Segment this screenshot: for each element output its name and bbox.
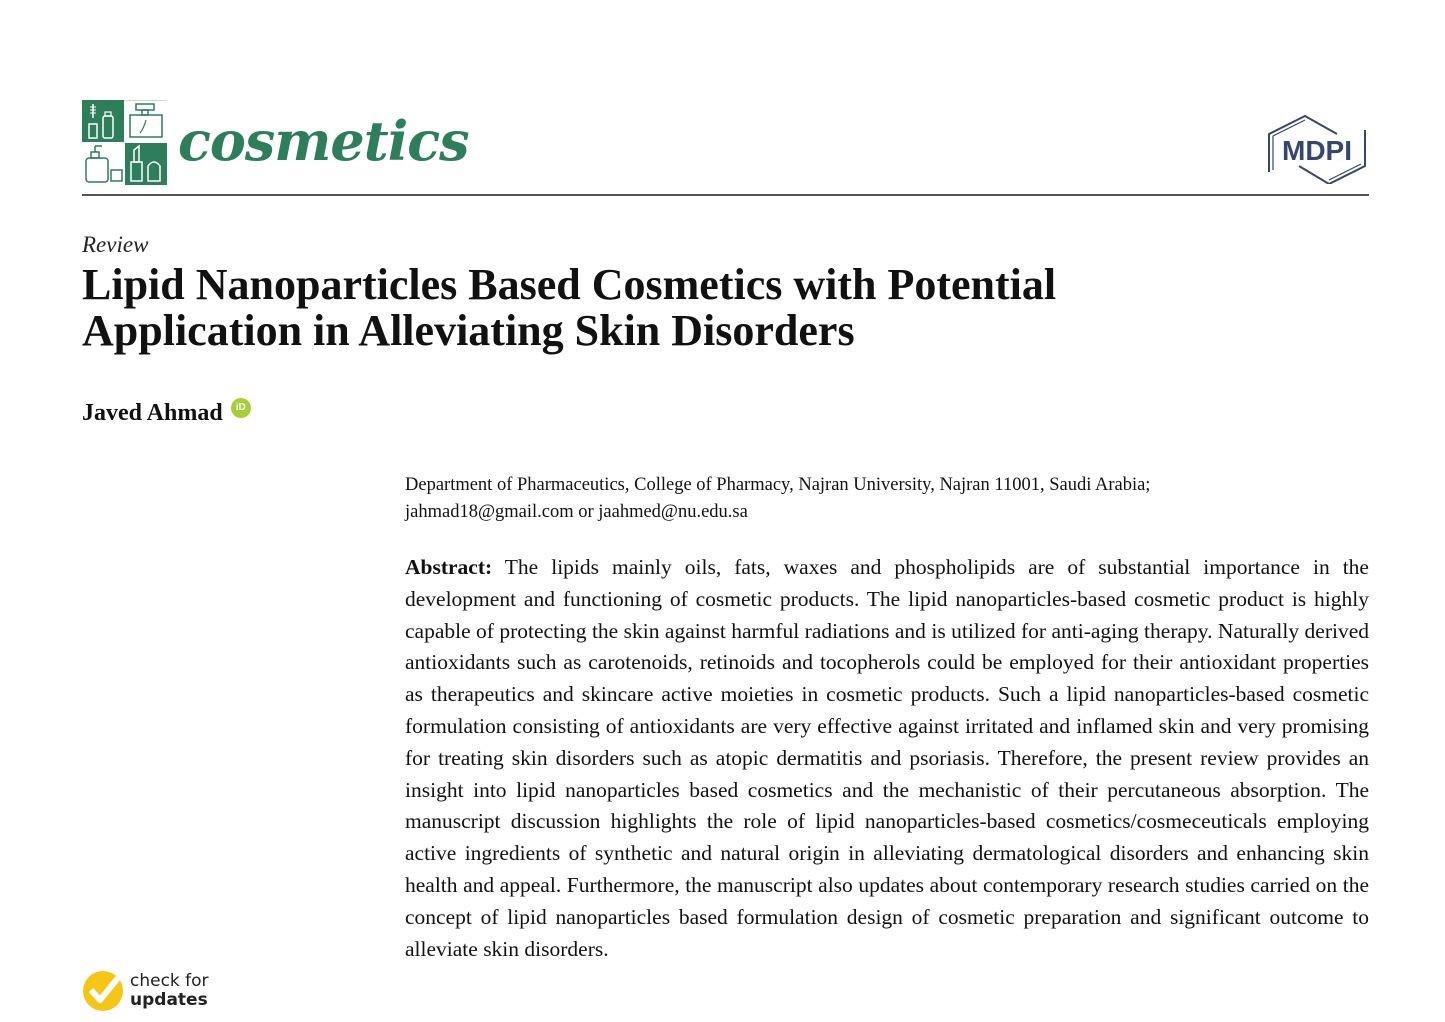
affiliation-address: Department of Pharmaceutics, College of Pharmacy, Najran University, Najran 11001, Saudi Arabia; (405, 475, 1151, 495)
journal-name: cosmetics (178, 109, 469, 173)
article-title: Lipid Nanoparticles Based Cosmetics with Potential Application in Alleviating Skin Disorders (82, 260, 1057, 355)
check-for-updates-badge[interactable] (82, 970, 209, 1012)
check-updates-line2: updates (130, 990, 208, 1010)
abstract (405, 552, 1369, 965)
header-divider (82, 194, 1369, 196)
affiliation (405, 472, 1365, 526)
check-updates-icon (82, 970, 124, 1012)
mdpi-logo-icon (1265, 114, 1369, 184)
cosmetics-logo-icon (82, 100, 167, 185)
publisher-name: MDPI (1282, 135, 1352, 166)
abstract-label: Abstract: (405, 555, 493, 579)
check-updates-line1: check for (130, 971, 209, 991)
orcid-icon[interactable]: iD (231, 398, 251, 418)
abstract-text: The lipids mainly oils, fats, waxes and phospholipids are of substantial importance in the development and functioning of cosmetic products. The lipid nanoparticles-based cosmetic product is highly capable of protecting the skin against harmful radiations and is utilized for anti-aging therapy. Naturally derived antioxidants such as carotenoids, retinoids and tocopherols could be employed for their antioxidant properties as therapeutics and skincare active moieties in cosmetic products. Such a lipid nanoparticles-based cosmetic formulation consisting of antioxidants are very effective against irritated and inflamed skin and very promising for treating skin disorders such as atopic dermatitis and psoriasis. Therefore, the present review provides an insight into lipid nanoparticles based cosmetics and the mechanistic of their percutaneous absorption. The manuscript discussion highlights the role of lipid nanoparticles-based cosmetics/cosmeceuticals employing active ingredients of synthetic and natural origin in alleviating dermatological disorders and enhancing skin health and appeal. Furthermore, the manuscript also updates about contemporary research studies carried on the concept of lipid nanoparticles based formulation design of cosmetic preparation and significant outcome to alleviate skin disorders. (405, 555, 1369, 961)
author-name: Javed Ahmad (82, 400, 223, 426)
article-type: Review (82, 232, 149, 257)
journal-header (82, 100, 1369, 196)
author-emails: jahmad18@gmail.com or jaahmed@nu.edu.sa (405, 502, 748, 522)
author-list (82, 400, 251, 427)
